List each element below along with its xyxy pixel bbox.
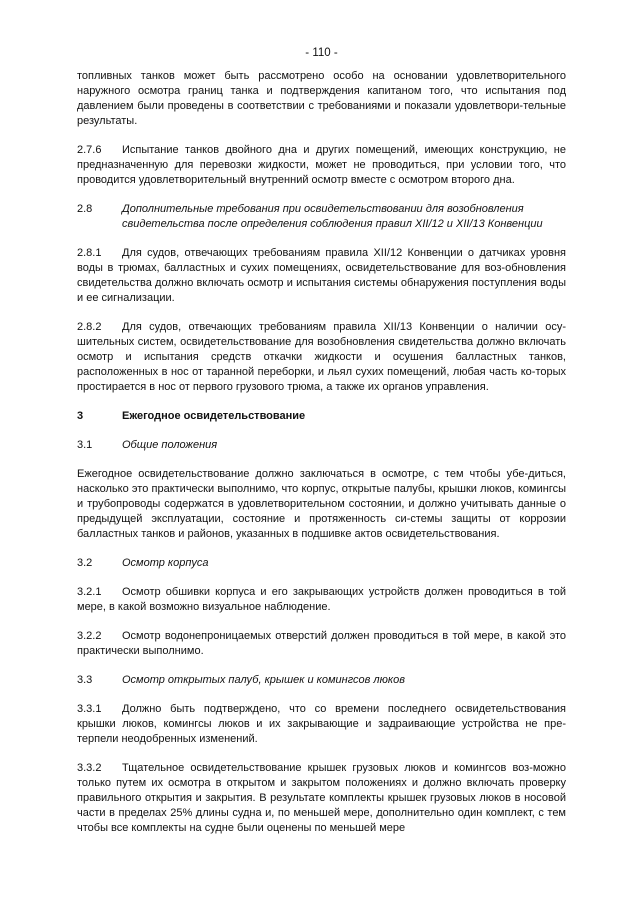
page-number: - 110 - [305, 47, 338, 59]
paragraph-text: Осмотр обшивки корпуса и его закрывающих устройств должен проводиться в той мере, в какой возможно визуальное наблюдение. [77, 586, 566, 613]
paragraph-number: 3.2.1 [77, 586, 102, 598]
paragraph-number: 2.8.1 [77, 247, 102, 259]
numbered-paragraph [77, 246, 566, 306]
subsection-heading [77, 438, 566, 453]
paragraph-number: 3.3.1 [77, 703, 102, 715]
paragraph [77, 467, 566, 542]
subsection-heading [77, 202, 566, 232]
heading-title: Ежегодное освидетельствование [122, 410, 306, 422]
paragraph-number: 2.8.2 [77, 321, 102, 333]
paragraph-text: Должно быть подтверждено, что со времени последнего освидетельствования крышки люков, комингсы люков и их закрывающие и задраивающие устройства не пре-терпели неодобренных изменений. [77, 703, 566, 745]
paragraph-number: 3.2.2 [77, 630, 102, 642]
paragraph-number: 3.3.2 [77, 762, 102, 774]
numbered-paragraph [77, 143, 566, 188]
document-body [77, 69, 566, 836]
heading-number: 3.3 [77, 674, 93, 686]
numbered-paragraph [77, 629, 566, 659]
heading-number: 3.1 [77, 439, 93, 451]
heading-title: Общие положения [122, 439, 218, 451]
paragraph-text: Ежегодное освидетельствование должно заключаться в осмотре, с тем чтобы убе-диться, насколько это практически выполнимо, что корпус, открытые палубы, крышки люков, комингсы и трубопроводы содержатся в удовлетворительном состоянии, и должно учитывать данные о предыдущей эксплуатации, состояние и протяженность си-стемы защиты от коррозии балластных танков и районов, указанных в подшивке актов освидетельствования. [77, 468, 566, 540]
paragraph-text: Для судов, отвечающих требованиям правила XII/12 Конвенции о датчиках уровня воды в трюмах, балластных и сухих помещениях, освидетельствование для воз-обновления свидетельства должно включать осмотр и испытания системы обнаружения поступления воды и ее сигнализации. [77, 247, 566, 304]
numbered-paragraph [77, 702, 566, 747]
section-heading [77, 409, 566, 424]
subsection-heading [77, 673, 566, 688]
heading-title: Осмотр корпуса [122, 557, 209, 569]
paragraph-number: 2.7.6 [77, 144, 102, 156]
heading-title: Дополнительные требования при освидетельствовании для возобновления свидетельства после определения соблюдения правил XII/12 и XII/13 Конвенции [122, 203, 543, 230]
heading-number: 3 [77, 410, 84, 422]
paragraph [77, 69, 566, 129]
paragraph-text: Испытание танков двойного дна и других помещений, имеющих конструкцию, не предназначенную для перевозки жидкости, может не проводиться, при условии того, что проводится удовлетворительный внутренний осмотр вместе с осмотром второго дна. [77, 144, 566, 186]
paragraph-text: Тщательное освидетельствование крышек грузовых люков и комингсов воз-можно только путем их осмотра в открытом и закрытом положениях и должно включать проверку правильного открытия и закрытия. В результате комплекты крышек грузовых люков в носовой части в пределах 25% длины судна и, по меньшей мере, дополнительно один комплект, с тем чтобы все комплекты на судне были оценены по меньшей мере [77, 762, 566, 834]
paragraph-text: Осмотр водонепроницаемых отверстий должен проводиться в той мере, в какой это практически выполнимо. [77, 630, 566, 657]
heading-number: 2.8 [77, 203, 93, 215]
paragraph-text: топливных танков может быть рассмотрено особо на основании удовлетворительного наружного осмотра границ танка и подтверждения капитаном того, что испытания под давлением были проведены в соответствии с требованиями и показали удовлетвори-тельные результаты. [77, 70, 566, 127]
numbered-paragraph [77, 585, 566, 615]
heading-number: 3.2 [77, 557, 93, 569]
heading-title: Осмотр открытых палуб, крышек и комингсов люков [122, 674, 405, 686]
numbered-paragraph [77, 761, 566, 836]
subsection-heading [77, 556, 566, 571]
paragraph-text: Для судов, отвечающих требованиям правила XII/13 Конвенции о наличии осу-шительных систем, освидетельствование для возобновления свидетельства должно включать осмотр и испытания средств откачки жидкости и осушения балластных танков, расположенных в нос от таранной переборки, и льял сухих помещений, любая часть ко-торых простирается в нос от первого грузового трюма, а также их органов управления. [77, 321, 566, 393]
numbered-paragraph [77, 320, 566, 395]
